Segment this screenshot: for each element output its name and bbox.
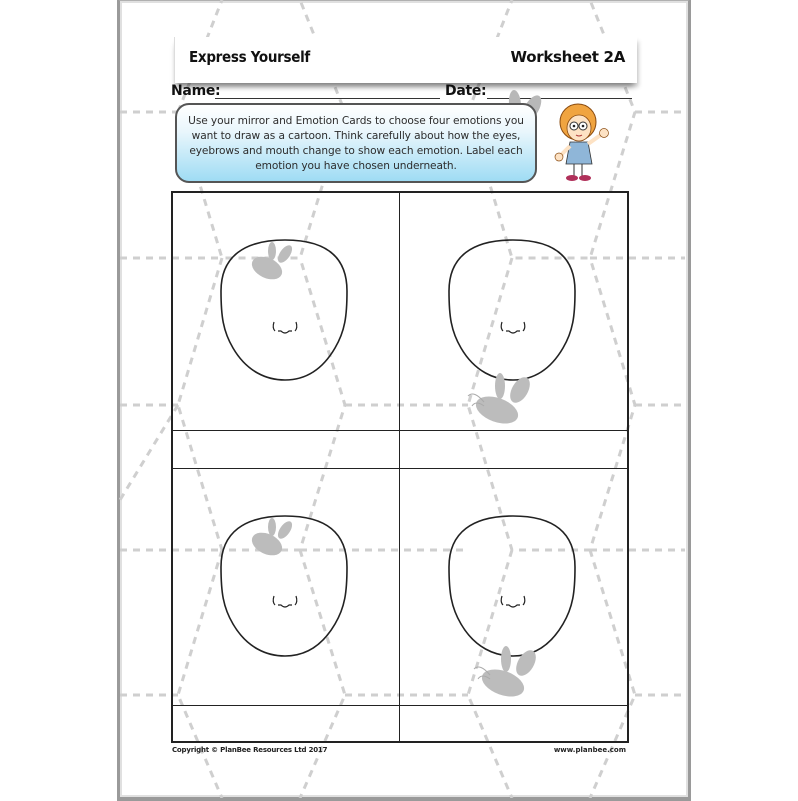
- label-field-bottom-right[interactable]: [400, 706, 629, 743]
- face-outline-bottom-left: [215, 512, 355, 662]
- label-field-top-left[interactable]: [173, 431, 399, 468]
- label-field-bottom-left[interactable]: [173, 706, 399, 743]
- header-banner: [174, 37, 637, 83]
- instructions-box: [175, 103, 537, 183]
- bee-watermark-icon: [462, 372, 542, 432]
- instructions-text: Use your mirror and Emotion Cards to choose four emotions you want to draw as a cartoon. Think carefully about how the eyes, eyebrows and mouth change to show each emotion. Label each emotion you have chosen underneath.: [188, 115, 524, 172]
- bee-watermark-icon: [468, 645, 548, 705]
- date-label: Date:: [445, 83, 487, 99]
- face-outline-top-left: [215, 236, 355, 386]
- cartoon-girl-icon: [548, 100, 626, 186]
- face-outline-top-right: [443, 236, 583, 386]
- worksheet-title: Express Yourself: [189, 48, 310, 66]
- face-outline-bottom-right: [443, 512, 583, 662]
- name-field[interactable]: [215, 98, 440, 99]
- name-label: Name:: [171, 83, 221, 99]
- worksheet-number: Worksheet 2A: [510, 48, 625, 66]
- label-field-top-right[interactable]: [400, 431, 629, 468]
- name-date-row: [171, 83, 631, 101]
- website-link[interactable]: www.planbee.com: [553, 746, 626, 754]
- copyright-text: Copyright © PlanBee Resources Ltd 2017: [172, 746, 328, 754]
